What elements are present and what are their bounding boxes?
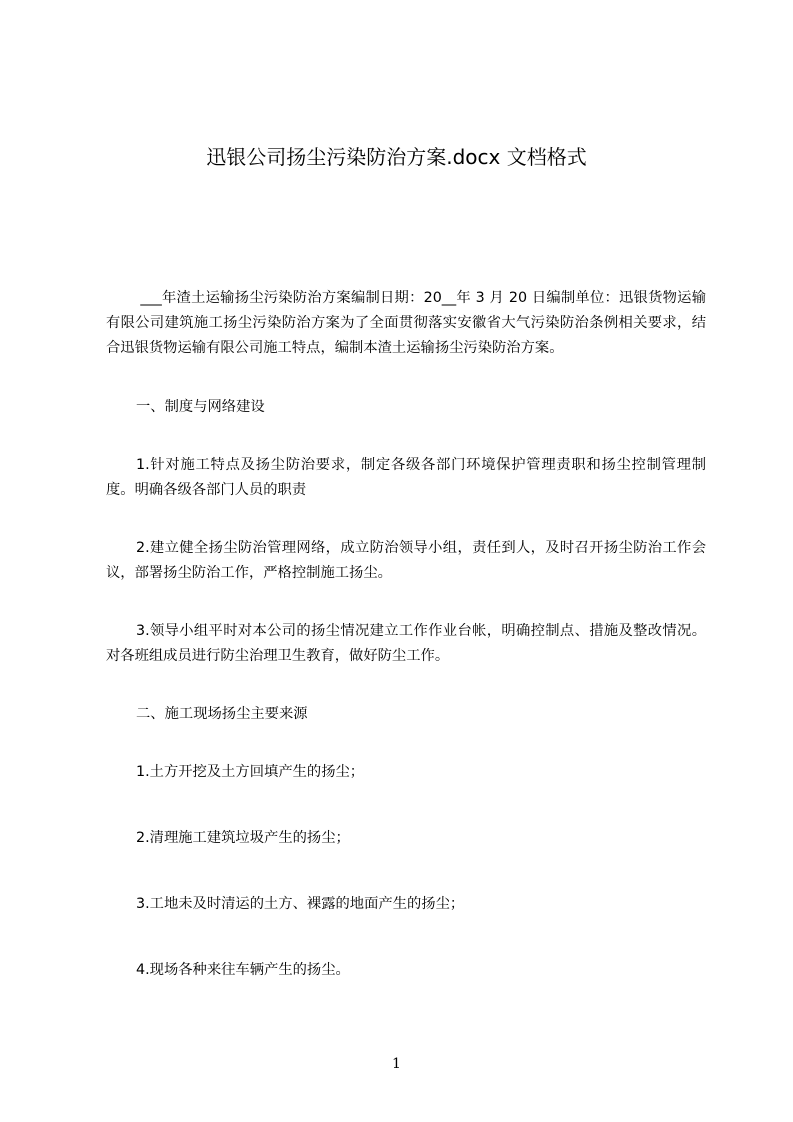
intro-paragraph: ___年渣土运输扬尘污染防治方案编制日期：20__年 3 月 20 日编制单位：迅银货物运输有限公司建筑施工扬尘污染防治方案为了全面贯彻落实安徽省大气污染防治条例相关要求，结合迅银货物运输有限公司施工特点，编制本渣土运输扬尘污染防治方案。 [106,290,706,356]
section2-item-4: 4.现场各种来往车辆产生的扬尘。 [136,962,350,978]
section-heading-system-network: 一、制度与网络建设 [136,399,265,415]
section1-item-3: 3.领导小组平时对本公司的扬尘情况建立工作作业台帐，明确控制点、措施及整改情况。对各班组成员进行防尘治理卫生教育，做好防尘工作。 [106,623,706,664]
section2-item-1: 1.土方开挖及土方回填产生的扬尘； [136,764,365,780]
section2-item-2: 2.清理施工建筑垃圾产生的扬尘； [136,830,350,846]
page-number: 1 [392,1056,401,1072]
document-body [106,286,706,1024]
section1-item-1: 1.针对施工特点及扬尘防治要求，制定各级各部门环境保护管理责职和扬尘控制管理制度。明确各级各部门人员的职责 [106,457,706,498]
section2-item-3: 3.工地未及时清运的土方、裸露的地面产生的扬尘； [136,896,465,912]
section1-item-2: 2.建立健全扬尘防治管理网络，成立防治领导小组，责任到人，及时召开扬尘防治工作会议，部署扬尘防治工作，严格控制施工扬尘。 [106,540,706,581]
document-title: 迅银公司扬尘污染防治方案.docx 文档格式 [206,145,587,169]
section-heading-dust-sources: 二、施工现场扬尘主要来源 [136,706,308,722]
